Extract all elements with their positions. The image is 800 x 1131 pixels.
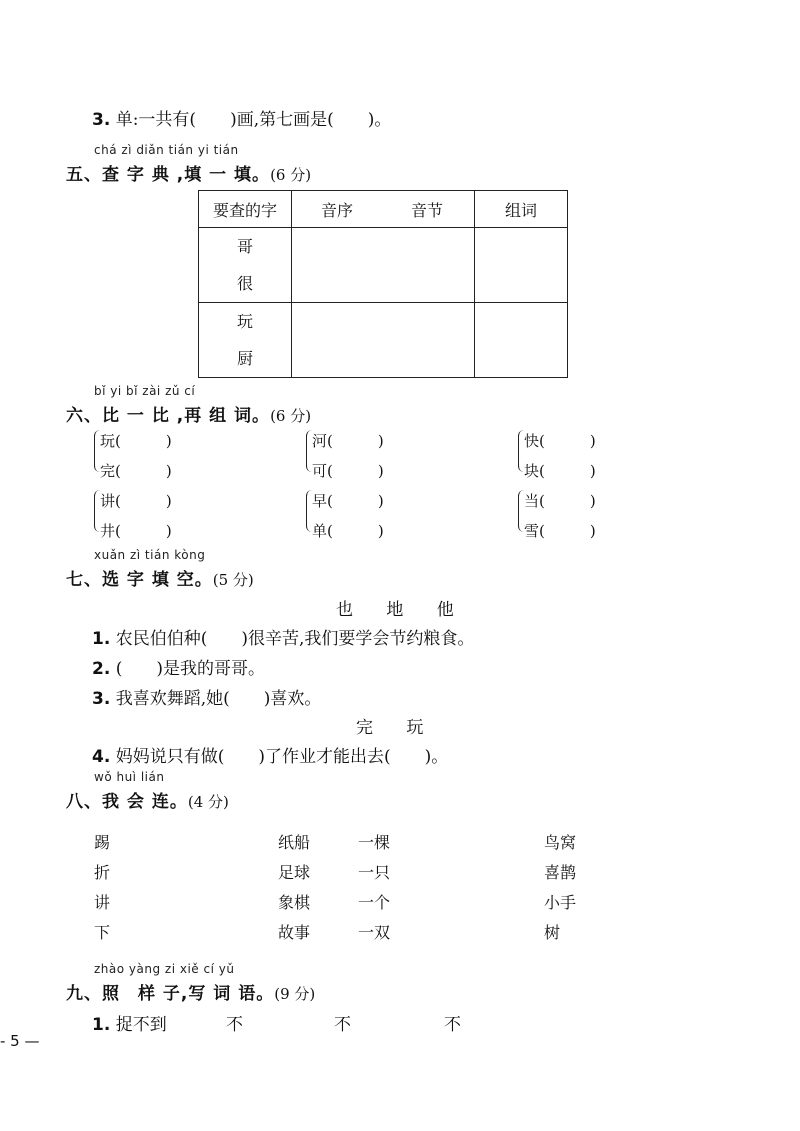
compare-item: 玩( ) (100, 432, 172, 450)
match-verb[interactable]: 折 (94, 863, 111, 882)
section8-pinyin: wǒ huì lián (94, 770, 165, 784)
char-cell (199, 228, 292, 303)
section9-heading (66, 979, 315, 1004)
item-number: 3. (92, 110, 111, 130)
item-text: 我喜欢舞蹈,她( )喜欢。 (115, 689, 322, 709)
section-title: 五、查 字 典 ,填 一 填。 (66, 165, 271, 185)
section-score: (4 分) (187, 793, 229, 811)
section7-heading (66, 565, 254, 590)
lookup-char: 厨 (236, 349, 253, 368)
compare-item: 早( ) (312, 492, 384, 510)
match-verb[interactable]: 踢 (94, 833, 111, 852)
question-item (92, 742, 448, 767)
compare-item: 完( ) (100, 462, 172, 480)
match-measure[interactable]: 一个 (358, 893, 391, 912)
item-number: 3. (92, 689, 111, 709)
compare-item: 河( ) (312, 432, 384, 450)
answer-cell[interactable] (475, 303, 568, 378)
match-verb[interactable]: 讲 (94, 893, 111, 912)
section-title: 六、比 一 比 ,再 组 词。 (66, 406, 271, 426)
compare-item: 雪( ) (524, 522, 596, 540)
question-item (92, 684, 321, 709)
section5-pinyin: chá zì diǎn tián yi tián (94, 143, 239, 157)
section-score: (6 分) (270, 166, 312, 184)
choice-options: 完 玩 (356, 718, 438, 738)
section7-pinyin: xuǎn zì tián kòng (94, 548, 206, 562)
section-title: 九、照 样 子,写 词 语。 (66, 984, 275, 1004)
item-text: ( )是我的哥哥。 (115, 659, 265, 679)
compare-item: 井( ) (100, 522, 172, 540)
item-text: 单:一共有( )画,第七画是( )。 (115, 110, 392, 130)
question-item (92, 105, 391, 130)
section-title: 八、我 会 连。 (66, 792, 188, 812)
compare-item: 可( ) (312, 462, 384, 480)
section8-heading (66, 787, 229, 812)
answer-cell[interactable] (475, 228, 568, 303)
section-score: (6 分) (270, 407, 312, 425)
section-title: 七、选 字 填 空。 (66, 570, 213, 590)
page-number: - 5 — (0, 1032, 40, 1050)
match-noun[interactable]: 鸟窝 (544, 833, 577, 852)
compare-item: 单( ) (312, 522, 384, 540)
question-item (92, 654, 265, 679)
header-cell: 组词 (475, 191, 568, 228)
match-verb[interactable]: 下 (94, 923, 111, 942)
item-number: 4. (92, 747, 111, 767)
header-cell: 音序 (320, 200, 353, 220)
match-object[interactable]: 足球 (278, 863, 311, 882)
match-measure[interactable]: 一只 (358, 863, 391, 882)
match-noun[interactable]: 小手 (544, 893, 577, 912)
item-number: 2. (92, 659, 111, 679)
question-item (92, 624, 474, 649)
section6-pinyin: bǐ yi bǐ zài zǔ cí (94, 384, 196, 398)
match-object[interactable]: 纸船 (278, 833, 311, 852)
section5-heading (66, 160, 311, 185)
header-cell-pair (292, 191, 475, 228)
pattern-blank[interactable]: 不 (226, 1015, 243, 1035)
header-cell: 音节 (410, 200, 443, 220)
lookup-char: 哥 (236, 237, 253, 256)
lookup-char: 玩 (236, 312, 253, 331)
compare-item: 当( ) (524, 492, 596, 510)
match-object[interactable]: 故事 (278, 923, 311, 942)
pattern-blank[interactable]: 不 (334, 1015, 351, 1035)
item-text: 农民伯伯种( )很辛苦,我们要学会节约粮食。 (115, 629, 475, 649)
section6-heading (66, 401, 311, 426)
dictionary-table (198, 190, 568, 378)
match-object[interactable]: 象棋 (278, 893, 311, 912)
item-number: 1. (92, 1015, 111, 1035)
compare-item: 块( ) (524, 462, 596, 480)
compare-item: 讲( ) (100, 492, 172, 510)
char-cell (199, 303, 292, 378)
section-score: (9 分) (274, 985, 316, 1003)
item-number: 1. (92, 629, 111, 649)
pattern-blank[interactable]: 不 (444, 1015, 461, 1035)
match-noun[interactable]: 树 (544, 923, 561, 942)
lookup-char: 很 (236, 274, 253, 293)
match-measure[interactable]: 一棵 (358, 833, 391, 852)
section9-pinyin: zhào yàng zi xiě cí yǔ (94, 962, 235, 976)
match-noun[interactable]: 喜鹊 (544, 863, 577, 882)
answer-cell[interactable] (292, 303, 475, 378)
item-text: 妈妈说只有做( )了作业才能出去( )。 (115, 747, 449, 767)
header-cell: 要查的字 (199, 191, 292, 228)
section-score: (5 分) (212, 571, 254, 589)
answer-cell[interactable] (292, 228, 475, 303)
compare-item: 快( ) (524, 432, 596, 450)
item-text: 捉不到 (115, 1015, 167, 1035)
match-measure[interactable]: 一双 (358, 923, 391, 942)
question-item (92, 1010, 167, 1035)
choice-options: 也 地 他 (336, 600, 468, 620)
